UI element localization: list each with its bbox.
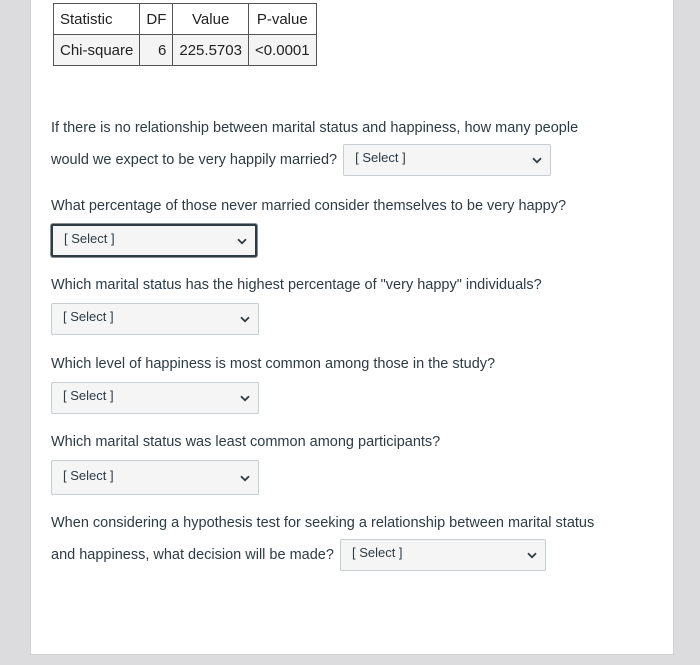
answer-select-2[interactable] [51,224,257,257]
quiz-page [30,0,674,655]
question-text-line1: When considering a hypothesis test for seeking a relationship between marital status [51,515,595,531]
header-value: Value [173,4,249,35]
table-header-row [54,4,317,35]
answer-select-6[interactable] [340,539,546,571]
select-label: [ Select ] [64,231,115,246]
header-df: DF [140,4,173,35]
chevron-down-icon [532,157,542,164]
chevron-down-icon [527,552,537,559]
select-label: [ Select ] [63,309,114,324]
table-row [54,35,317,66]
question-text-line2: and happiness, what decision will be made? [51,546,334,563]
question-never-married-very-happy-percent [51,191,566,257]
question-text: Which marital status has the highest percentage of "very happy" individuals? [51,277,542,293]
select-label: [ Select ] [351,545,403,560]
question-expected-very-happy-married [51,113,578,176]
chevron-down-icon [237,238,247,245]
answer-select-3[interactable] [51,303,259,335]
question-least-common-marital-status [51,427,440,495]
chevron-down-icon [240,316,250,323]
question-most-common-happiness-level [51,349,495,414]
question-text: Which marital status was least common among participants? [51,434,441,450]
question-text-line1: If there is no relationship between marital status and happiness, how many people [51,120,579,136]
chevron-down-icon [240,395,250,402]
answer-select-5[interactable] [51,460,259,495]
select-label: [ Select ] [63,388,114,403]
select-label: [ Select ] [355,150,406,165]
cell-df: 6 [140,35,173,66]
question-text: What percentage of those never married consider themselves to be very happy? [51,198,567,214]
header-statistic: Statistic [54,4,140,35]
question-text: Which level of happiness is most common among those in the study? [51,356,496,372]
question-hypothesis-test-decision [51,508,594,571]
cell-value: 225.5703 [173,35,249,66]
answer-select-4[interactable] [51,382,259,414]
select-label: [ Select ] [63,468,114,483]
question-highest-very-happy-status [51,270,542,335]
chi-square-results-table [53,3,317,66]
cell-p-value: <0.0001 [248,35,316,66]
header-p-value: P-value [248,4,316,35]
cell-statistic: Chi-square [54,35,140,66]
answer-select-1[interactable] [343,144,551,176]
question-text-line2: would we expect to be very happily married? [51,151,338,168]
chevron-down-icon [240,475,250,482]
